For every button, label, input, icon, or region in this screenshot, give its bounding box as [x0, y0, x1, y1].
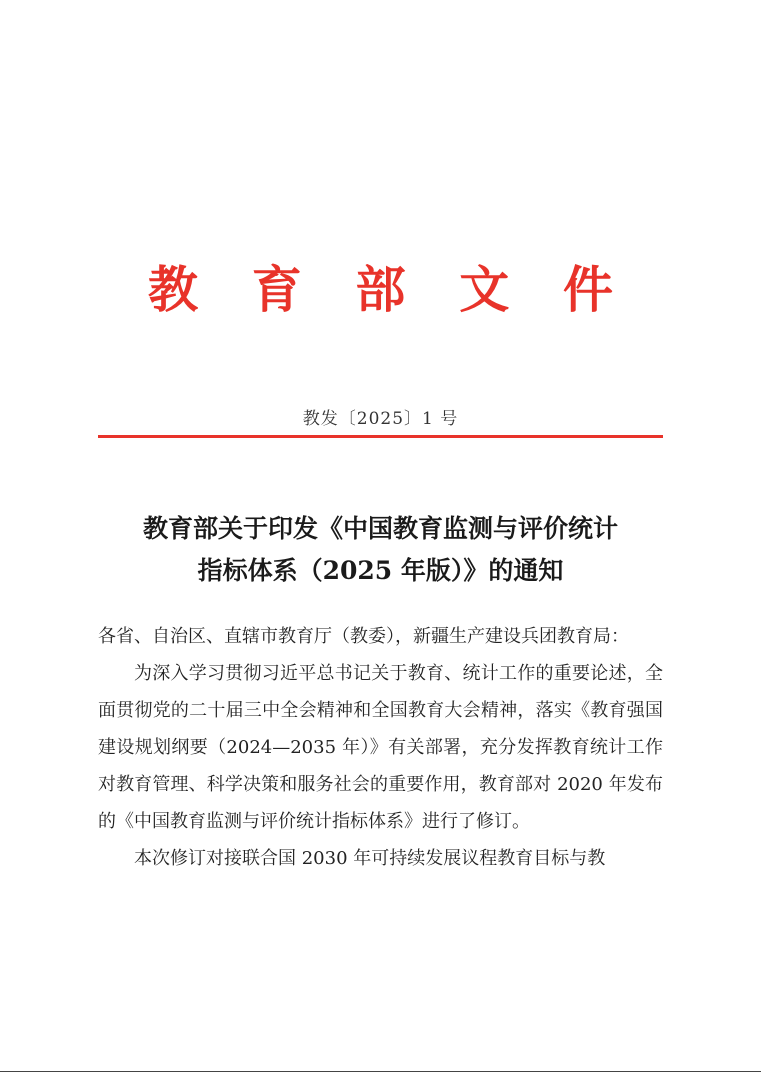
paragraph-1: 为深入学习贯彻习近平总书记关于教育、统计工作的重要论述，全面贯彻党的二十届三中全会精神和全国教育大会精神，落实《教育强国建设规划纲要（2024—2035 年）》有关部署，充分发挥教育统计工作对教育管理、科学决策和服务社会的重要作用，教育部对 2020 年发布的《中国教育监测与评价统计指标体系》进行了修订。	[98, 663, 663, 832]
salutation: 各省、自治区、直辖市教育厅（教委），新疆生产建设兵团教育局：	[98, 626, 629, 647]
header-char-3: 部	[355, 260, 406, 319]
notice-title	[98, 508, 663, 592]
document-header	[98, 258, 663, 322]
header-char-2: 育	[251, 260, 302, 319]
header-char-5: 件	[563, 260, 613, 319]
title-line-2: 指标体系（2025 年版）》的通知	[197, 556, 564, 585]
page-bottom-line	[0, 1071, 761, 1072]
paragraph-2: 本次修订对接联合国 2030 年可持续发展议程教育目标与教	[134, 848, 606, 869]
notice-body	[98, 618, 663, 877]
header-char-1: 教	[148, 260, 198, 319]
header-char-4: 文	[459, 260, 510, 319]
document-number: 教发〔2025〕1 号	[302, 409, 459, 429]
title-line-1: 教育部关于印发《中国教育监测与评价统计	[142, 514, 618, 543]
red-divider	[98, 435, 663, 438]
